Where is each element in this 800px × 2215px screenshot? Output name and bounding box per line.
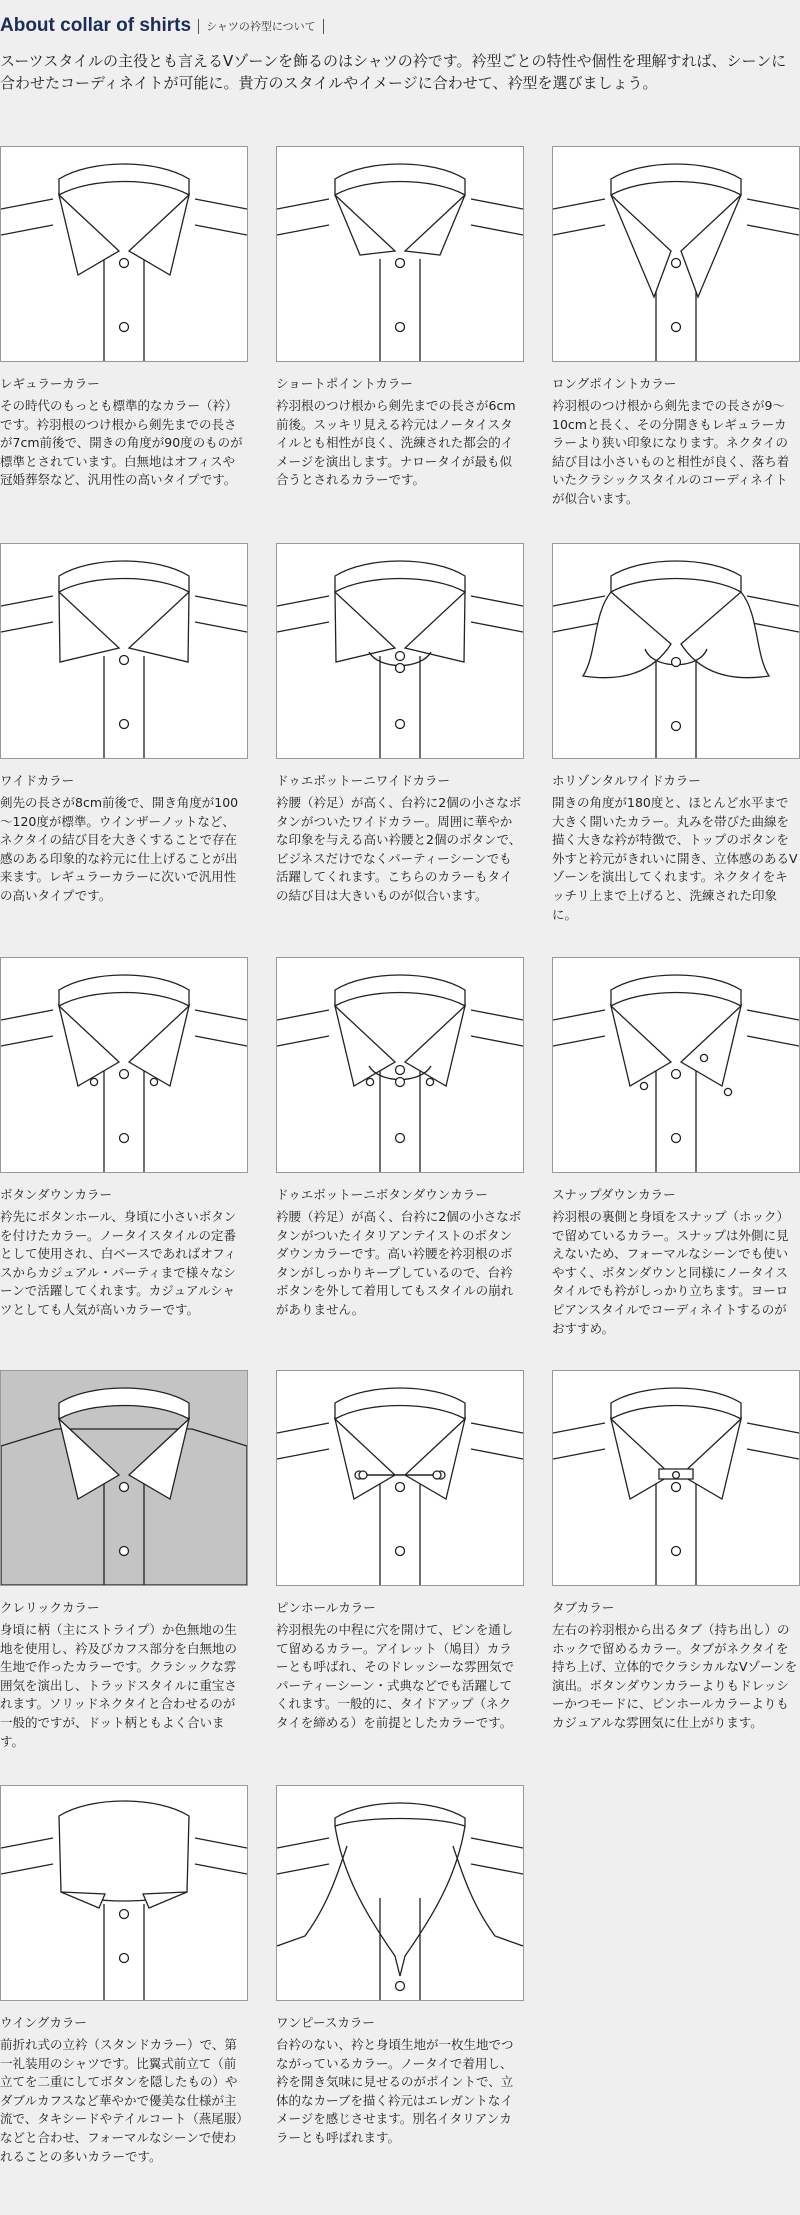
collar-description: 剣先の長さが8cm前後で、開き角度が100～120度が標準。ウインザーノットなど、ネクタイの結び目を大きくすることで存在感のある印象的な衿元に仕上げることが出来ます。レギュラーカラーに次いで汎用性の高いタイプです。: [0, 795, 239, 903]
tab-collar-illustration: [553, 1371, 799, 1585]
collar-name: タブカラー: [552, 1600, 615, 1615]
collar-figure: [276, 543, 524, 759]
page-title: About collar of shirts: [0, 15, 192, 36]
wing-collar-illustration: [1, 1786, 247, 2000]
one-piece-collar-illustration: [277, 1786, 523, 2000]
regular-collar-illustration: [1, 147, 247, 361]
intro-text: スーツスタイルの主役とも言えるVゾーンを飾るのはシャツの衿です。衿型ごとの特性や個性を理解すれば、シーンに合わせたコーディネイトが可能に。貴方のスタイルやイメージに合わせて、衿型を選びましょう。: [0, 52, 787, 92]
snap-down-collar-illustration: [553, 958, 799, 1172]
collar-card: [276, 543, 524, 906]
collar-figure: [276, 1370, 524, 1586]
collar-card: [0, 1785, 248, 2166]
collar-card: [0, 543, 248, 906]
collar-figure: [0, 957, 248, 1173]
long-point-collar-illustration: [553, 147, 799, 361]
collar-name: レギュラーカラー: [0, 376, 100, 391]
collar-card: [0, 957, 248, 1320]
collar-description: 衿羽根のつけ根から剣先までの長さが6cm前後。スッキリ見える衿元はノータイスタイルとも相性が良く、洗練された都会的イメージを演出します。ナロータイが最も似合うとされるカラーです。: [276, 398, 516, 488]
collar-description: 台衿のない、衿と身頃生地が一枚生地でつながっているカラー。ノータイで着用し、衿を開き気味に見せるのがポイントで、立体的なカーブを描く衿元はエレガントなイメージを感じさせます。別名イタリアンカラーとも呼ばれます。: [276, 2037, 514, 2145]
collar-figure: [0, 1785, 248, 2001]
collar-name: ホリゾンタルワイドカラー: [552, 773, 701, 788]
collar-name: ウイングカラー: [0, 2015, 87, 2030]
collar-description: 衿先にボタンホール、身頃に小さいボタンを付けたカラー。ノータイスタイルの定番として使用され、白ベースであればオフィスからカジュアル・パーティまで様々なシーンで活躍してくれます。カジュアルシャツとしても人気が高いカラーです。: [0, 1209, 237, 1317]
collar-name: ピンホールカラー: [276, 1600, 376, 1615]
collar-card: [552, 957, 800, 1338]
collar-name: ボタンダウンカラー: [0, 1187, 113, 1202]
short-point-collar-illustration: [277, 147, 523, 361]
collar-name: ロングポイントカラー: [552, 376, 677, 391]
collar-figure: [276, 146, 524, 362]
subtitle-divider: [323, 19, 324, 34]
collar-figure: [552, 146, 800, 362]
collar-figure: [552, 543, 800, 759]
button-down-collar-illustration: [1, 958, 247, 1172]
collar-card: [0, 1370, 248, 1751]
collar-card: [552, 1370, 800, 1733]
collar-description: 衿羽根先の中程に穴を開けて、ピンを通して留めるカラー。アイレット（鳩目）カラーとも呼ばれ、そのドレッシーな雰囲気でパーティーシーン・式典などでも活躍してくれます。一般的に、タイドアップ（ネクタイを締める）を前提としたカラーです。: [276, 1622, 515, 1730]
collar-card: [276, 146, 524, 490]
collar-figure: [0, 146, 248, 362]
collar-description: その時代のもっとも標準的なカラー（衿）です。衿羽根のつけ根から剣先までの長さが7cm前後で、開きの角度が90度のものが標準とされています。白無地はオフィスや冠婚葬祭など、汎用性の高いタイプです。: [0, 398, 243, 488]
due-bottoni-button-down-collar-illustration: [277, 958, 523, 1172]
collar-description: 衿腰（衿足）が高く、台衿に2個の小さなボタンがついたワイドカラー。周囲に華やかな印象を与える高い衿腰と2個のボタンで、ビジネスだけでなくパーティーシーンでも活躍してくれます。こちらのカラーもタイの結び目は大きいものが似合います。: [276, 795, 522, 903]
cleric-collar-illustration: [1, 1371, 247, 1585]
pinhole-collar-illustration: [277, 1371, 523, 1585]
collar-name: ワイドカラー: [0, 773, 75, 788]
collar-name: ドゥエボットーニボタンダウンカラー: [276, 1187, 488, 1202]
wide-collar-illustration: [1, 544, 247, 758]
collar-name: ショートポイントカラー: [276, 376, 413, 391]
due-bottoni-wide-collar-illustration: [277, 544, 523, 758]
collar-card: [276, 1785, 524, 2148]
horizontal-wide-collar-illustration: [553, 544, 799, 758]
collar-description: 身頃に柄（主にストライプ）か色無地の生地を使用し、衿及びカフス部分を白無地の生地で作ったカラーです。クラシックな雰囲気を演出し、トラッドスタイルに重宝されます。ソリッドネクタイと合わせるのが一般的ですが、ドット柄ともよく合います。: [0, 1622, 238, 1749]
collar-description: 衿羽根のつけ根から剣先までの長さが9～10cmと長く、その分開きもレギュラーカラーより狭い印象になります。ネクタイの結び目は小さいものと相性が良く、落ち着いたクラシックスタイルのコーディネイトが似合います。: [552, 398, 790, 506]
collar-figure: [0, 543, 248, 759]
page-subtitle: シャツの衿型について: [206, 20, 316, 33]
collar-figure: [0, 1370, 248, 1586]
collar-figure: [276, 1785, 524, 2001]
collar-name: スナップダウンカラー: [552, 1187, 676, 1202]
collar-name: クレリックカラー: [0, 1600, 100, 1615]
collar-name: ドゥエボットーニワイドカラー: [276, 773, 450, 788]
collar-description: 前折れ式の立衿（スタンドカラー）で、第一礼装用のシャツです。比翼式前立て（前立てを二重にしてボタンを隠したもの）やダブルカフスなど華やかで優美な仕様が主流で、タキシードやテイルコート（燕尾服）などと合わせ、フォーマルなシーンで使われることの多いカラーです。: [0, 2037, 243, 2164]
collar-card: [276, 957, 524, 1320]
collar-description: 衿腰（衿足）が高く、台衿に2個の小さなボタンがついたイタリアンテイストのボタンダウンカラーです。高い衿腰を衿羽根のボタンがしっかりキープしているので、台衿ボタンを外して着用してもスタイルの崩れがありません。: [276, 1209, 522, 1317]
title-divider: [198, 19, 199, 34]
collar-figure: [552, 957, 800, 1173]
collar-figure: [276, 957, 524, 1173]
collar-figure: [552, 1370, 800, 1586]
collar-card: [552, 146, 800, 509]
collar-card: [276, 1370, 524, 1733]
page-header: [0, 14, 331, 38]
collar-card: [552, 543, 800, 924]
collar-description: 衿羽根の裏側と身頃をスナップ（ホック）で留めているカラー。スナップは外側に見えないため、フォーマルなシーンでも使いやすく、ボタンダウンと同様にノータイスタイルでも衿がしっかり立ちます。ヨーロピアンスタイルでコーディネイトするのがおすすめ。: [552, 1209, 790, 1336]
collar-name: ワンピースカラー: [276, 2015, 375, 2030]
collar-description: 左右の衿羽根から出るタブ（持ち出し）のホックで留めるカラー。タブがネクタイを持ち上げ、立体的でクラシカルなVゾーンを演出。ボタンダウンカラーよりもドレッシーかつモードに、ピンホールカラーよりもカジュアルな雰囲気に仕上がります。: [552, 1622, 798, 1730]
collar-card: [0, 146, 248, 490]
collar-description: 開きの角度が180度と、ほとんど水平まで大きく開いたカラー。丸みを帯びた曲線を描く大きな衿が特徴で、トップのボタンを外すと衿元がきれいに開き、立体感のあるVゾーンを演出してくれます。ネクタイをキッチリ上まで上げると、洗練された印象に。: [552, 795, 798, 922]
